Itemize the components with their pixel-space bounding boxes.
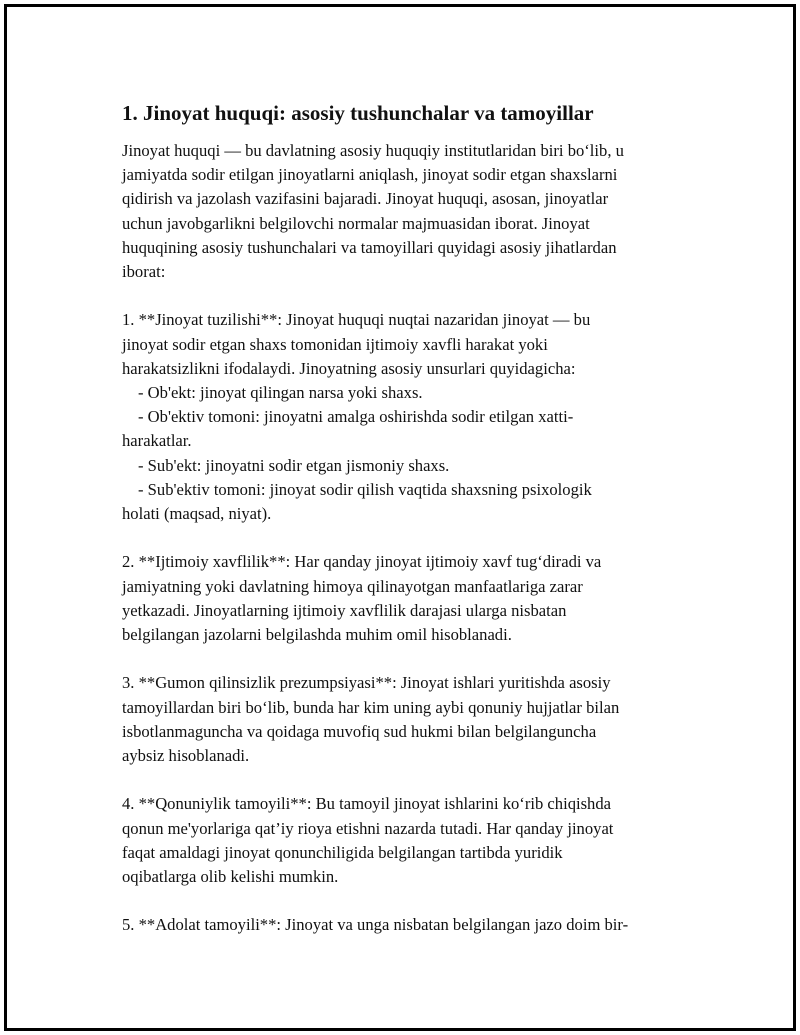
text-line: 4. **Qonuniylik tamoyili**: Bu tamoyil jinoyat ishlarini ko‘rib chiqishda bbox=[122, 794, 612, 814]
paragraph bbox=[122, 913, 692, 937]
text-line: 1. **Jinoyat tuzilishi**: Jinoyat huquqi nuqtai nazaridan jinoyat — bu bbox=[122, 310, 591, 330]
text-line: 5. **Adolat tamoyili**: Jinoyat va unga nisbatan belgilangan jazo doim bir- bbox=[122, 915, 629, 935]
text-line: qidirish va jazolash vazifasini bajaradi. Jinoyat huquqi, asosan, jinoyatlar bbox=[122, 189, 609, 209]
text-line: 3. **Gumon qilinsizlik prezumpsiyasi**: Jinoyat ishlari yuritishda asosiy bbox=[122, 673, 611, 693]
text-line: huquqining asosiy tushunchalari va tamoyillari quyidagi asosiy jihatlardan bbox=[122, 237, 617, 257]
page-frame bbox=[4, 4, 796, 1031]
paragraph-list bbox=[122, 139, 692, 938]
text-line: iborat: bbox=[122, 262, 166, 282]
text-line: faqat amaldagi jinoyat qonunchiligida belgilangan tartibda yuridik bbox=[122, 842, 563, 862]
text-line: aybsiz hisoblanadi. bbox=[122, 746, 250, 766]
text-line: jamiyatda sodir etilgan jinoyatlarni aniqlash, jinoyat sodir etgan shaxslarni bbox=[122, 165, 618, 185]
text-line: belgilangan jazolarni belgilashda muhim omil hisoblanadi. bbox=[122, 625, 512, 645]
text-line: uchun javobgarlikni belgilovchi normalar majmuasidan iborat. Jinoyat bbox=[122, 213, 590, 233]
text-line: holati (maqsad, niyat). bbox=[122, 504, 272, 524]
text-line: harakatsizlikni ifodalaydi. Jinoyatning asosiy unsurlari quyidagicha: bbox=[122, 358, 576, 378]
paragraph bbox=[122, 550, 692, 647]
text-line: 2. **Ijtimoiy xavflilik**: Har qanday jinoyat ijtimoiy xavf tug‘diradi va bbox=[122, 552, 602, 572]
document-title: 1. Jinoyat huquqi: asosiy tushunchalar va tamoyillar bbox=[122, 101, 594, 125]
paragraph bbox=[122, 792, 692, 889]
paragraph bbox=[122, 139, 692, 284]
text-line: qonun me'yorlariga qat’iy rioya etishni nazarda tutadi. Har qanday jinoyat bbox=[122, 818, 614, 838]
list-item-line: - Sub'ekt: jinoyatni sodir etgan jismoniy shaxs. bbox=[138, 455, 450, 475]
text-line: oqibatlarga olib kelishi mumkin. bbox=[122, 867, 339, 887]
paragraph bbox=[122, 308, 692, 526]
text-line: tamoyillardan biri bo‘lib, bunda har kim uning aybi qonuniy hujjatlar bilan bbox=[122, 697, 620, 717]
text-line: jinoyat sodir etgan shaxs tomonidan ijtimoiy xavfli harakat yoki bbox=[122, 334, 548, 354]
paragraph bbox=[122, 671, 692, 768]
document-body bbox=[122, 100, 692, 962]
list-item-line: - Sub'ektiv tomoni: jinoyat sodir qilish vaqtida shaxsning psixologik bbox=[138, 479, 592, 499]
list-item-line: - Ob'ektiv tomoni: jinoyatni amalga oshirishda sodir etilgan xatti- bbox=[138, 407, 574, 427]
text-line: isbotlanmaguncha va qoidaga muvofiq sud hukmi bilan belgilanguncha bbox=[122, 721, 597, 741]
text-line: jamiyatning yoki davlatning himoya qilinayotgan manfaatlariga zarar bbox=[122, 576, 583, 596]
list-item-line: - Ob'ekt: jinoyat qilingan narsa yoki shaxs. bbox=[138, 383, 423, 403]
text-line: harakatlar. bbox=[122, 431, 192, 451]
text-line: Jinoyat huquqi — bu davlatning asosiy huquqiy institutlaridan biri bo‘lib, u bbox=[122, 141, 624, 160]
text-line: yetkazadi. Jinoyatlarning ijtimoiy xavflilik darajasi ularga nisbatan bbox=[122, 600, 567, 620]
